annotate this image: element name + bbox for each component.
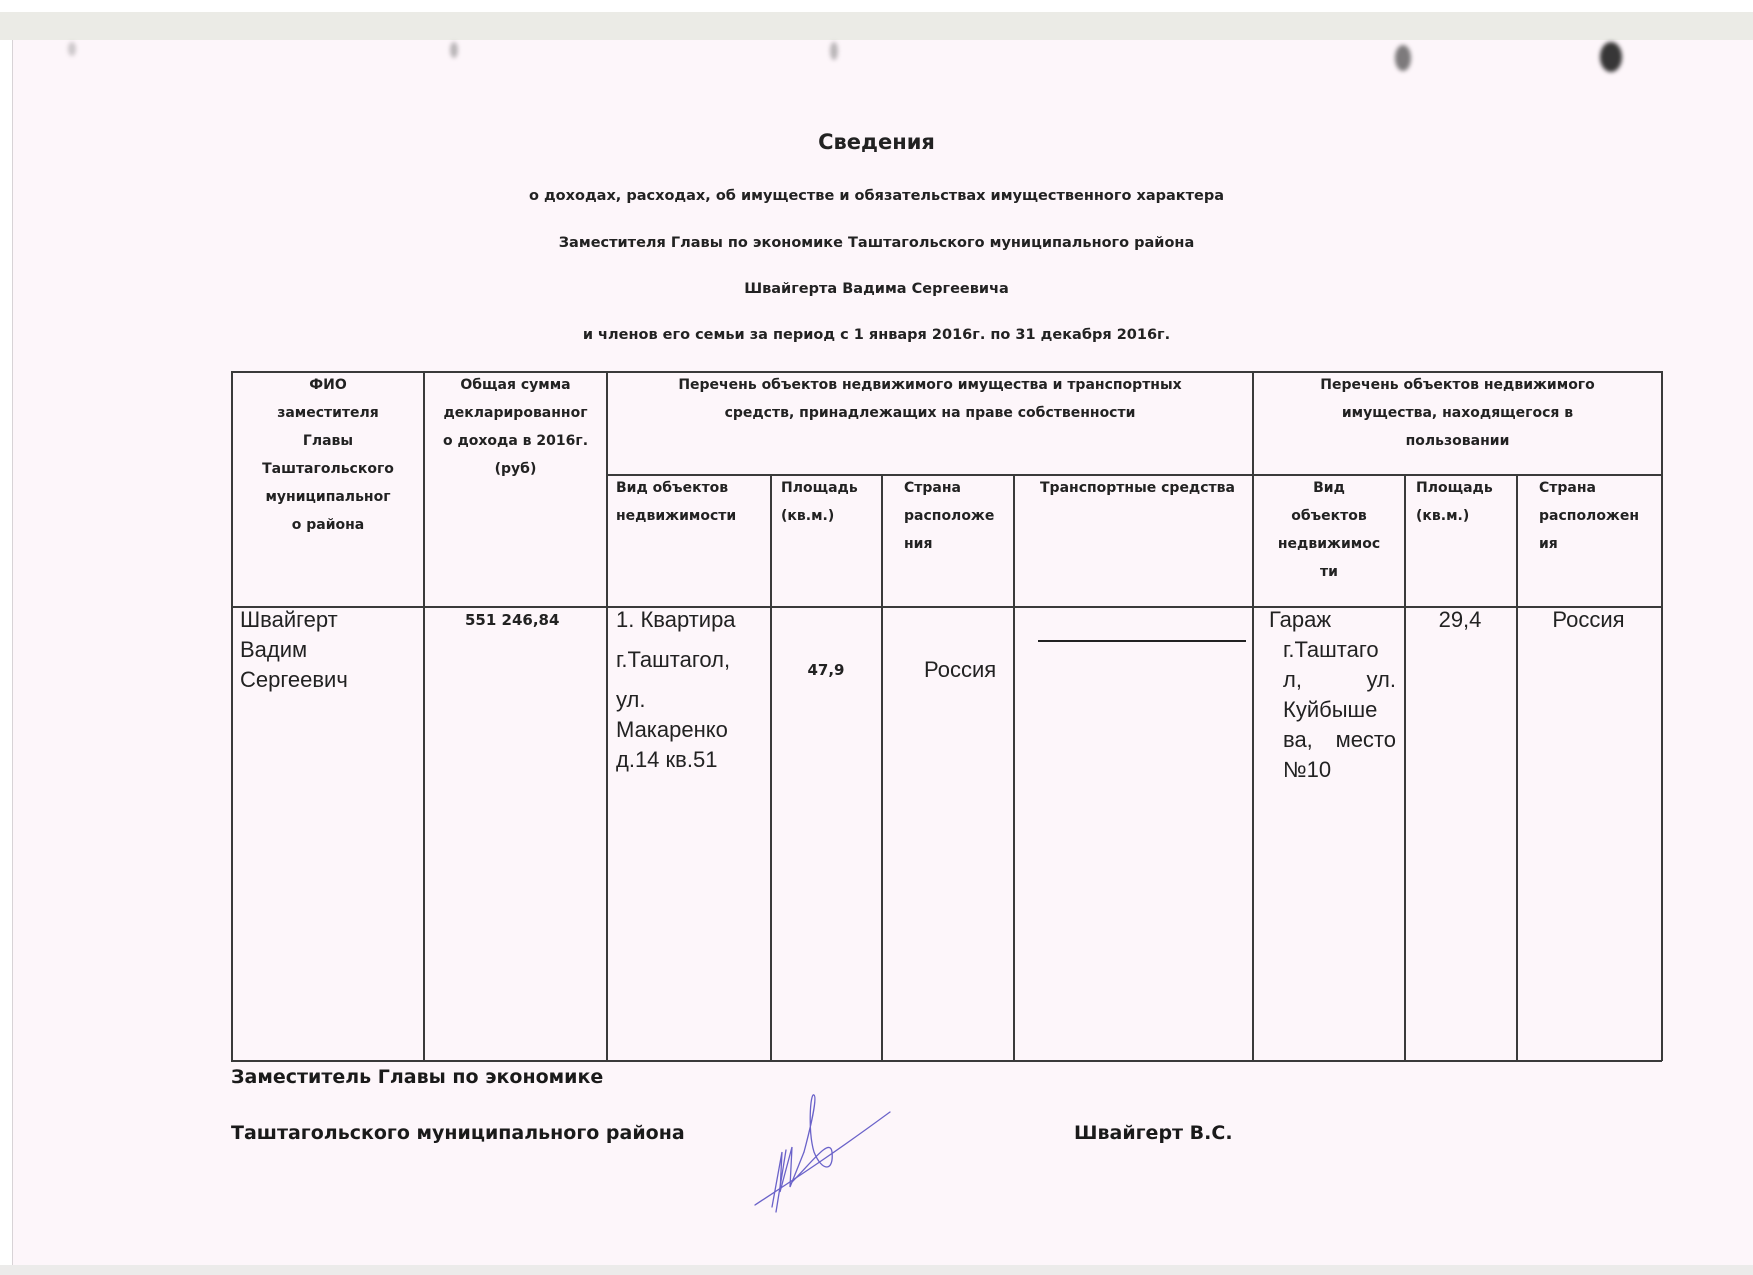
header-owned-area: Площадь (кв.м.) — [781, 480, 858, 524]
header-used-property-group: Перечень объектов недвижимого имущества, находящегося в пользовании — [1320, 377, 1595, 449]
header-vehicles: Транспортные средства — [1040, 480, 1235, 496]
scan-smudge — [68, 42, 76, 56]
header-owned-type: Вид объектов недвижимости — [616, 480, 737, 524]
scan-smudge — [450, 42, 458, 58]
row-used-country: Россия — [1552, 607, 1625, 632]
scan-smudge — [1600, 42, 1622, 72]
header-owned-property-group: Перечень объектов недвижимого имущества и транспортных средств, принадлежащих на праве собственности — [678, 377, 1182, 421]
handwritten-signature-icon — [752, 1092, 892, 1222]
document-title: Сведения — [818, 130, 935, 154]
header-used-country: Страна расположен ия — [1539, 480, 1640, 552]
scan-smudge — [1395, 45, 1411, 71]
row-vehicles-none-dash — [1038, 640, 1246, 642]
subtitle-line-4: и членов его семьи за период с 1 января 2016г. по 31 декабря 2016г. — [582, 327, 1171, 343]
row-owned-type: 1. Квартира г.Таштагол, ул. Макаренко д.14 кв.51 — [616, 607, 736, 772]
header-income: Общая сумма декларированног о дохода в 2016г. (руб) — [442, 377, 589, 477]
scan-smudge — [830, 42, 838, 60]
subtitle-line-1: о доходах, расходах, об имуществе и обязательствах имущественного характера — [528, 188, 1225, 204]
footer-signatory-name: Швайгерт В.С. — [1074, 1122, 1233, 1144]
footer-position-line-2: Таштагольского муниципального района — [231, 1122, 685, 1144]
row-owned-country: Россия — [924, 657, 997, 682]
row-income: 551 246,84 — [465, 611, 560, 629]
footer-position-line-1: Заместитель Главы по экономике — [231, 1066, 604, 1088]
row-used-area: 29,4 — [1438, 607, 1482, 632]
row-used-type: Гараж г.Таштаго л, ул. Куйбыше ва, место №10 — [1269, 607, 1396, 782]
row-fio: Швайгерт Вадим Сергеевич — [240, 607, 348, 692]
scanner-edge-band — [0, 12, 1753, 40]
header-fio: ФИО заместителя Главы Таштагольского муниципальног о района — [262, 377, 394, 533]
subtitle-line-3: Швайгерта Вадима Сергеевича — [744, 281, 1009, 297]
subtitle-line-2: Заместителя Главы по экономике Таштагольского муниципального района — [558, 235, 1195, 251]
header-used-area: Площадь (кв.м.) — [1416, 480, 1493, 524]
header-used-type: Вид объектов недвижимос ти — [1277, 480, 1381, 580]
header-owned-country: Страна расположе ния — [904, 480, 995, 552]
row-owned-area: 47,9 — [807, 661, 845, 679]
scanner-bottom-band — [0, 1265, 1753, 1275]
